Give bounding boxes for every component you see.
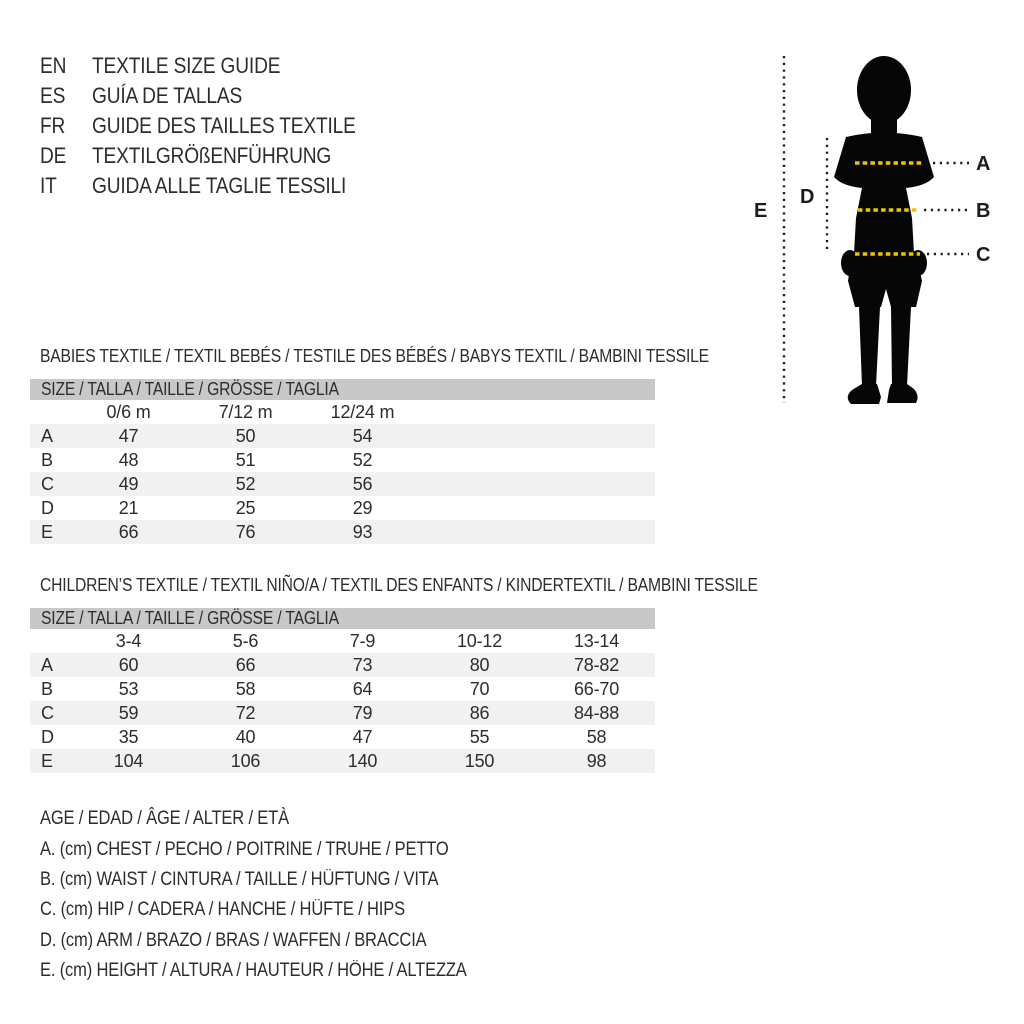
measure-label-a: A <box>976 153 991 175</box>
cell-value: 49 <box>118 473 139 494</box>
children-row-a <box>30 653 655 677</box>
language-code <box>40 143 92 169</box>
row-label: E <box>41 521 53 542</box>
language-code-text: EN <box>40 53 67 78</box>
language-code <box>40 113 92 139</box>
cell-value: 78-82 <box>573 654 620 675</box>
measurement-legend <box>40 804 530 986</box>
cell-value: 47 <box>352 726 373 747</box>
cell-value: 98 <box>586 750 607 771</box>
babies-row-b <box>30 448 655 472</box>
language-title-list <box>40 51 395 201</box>
cell-value: 47 <box>118 425 139 446</box>
column-header: 10-12 <box>456 630 503 651</box>
child-silhouette <box>834 56 934 404</box>
language-title <box>92 143 367 169</box>
row-label: C <box>41 473 54 494</box>
column-header: 3-4 <box>115 630 142 651</box>
cell-value: 29 <box>352 497 373 518</box>
legend-line-height <box>40 956 530 986</box>
cell-value: 150 <box>464 750 495 771</box>
row-label: E <box>41 750 53 771</box>
language-title-text: GUIDA ALLE TAGLIE TESSILI <box>92 173 347 198</box>
children-row-e <box>30 749 655 773</box>
babies-row-e <box>30 520 655 544</box>
children-size-table <box>30 608 655 773</box>
cell-value: 76 <box>235 521 256 542</box>
column-header: 5-6 <box>232 630 259 651</box>
language-title <box>92 53 308 79</box>
cell-value: 55 <box>469 726 490 747</box>
measure-label-b: B <box>976 200 991 222</box>
cell-value: 66 <box>235 654 256 675</box>
cell-value: 56 <box>352 473 373 494</box>
cell-value: 80 <box>469 654 490 675</box>
children-row-b <box>30 677 655 701</box>
cell-value: 53 <box>118 678 139 699</box>
row-label: B <box>41 449 53 470</box>
cell-value: 72 <box>235 702 256 723</box>
cell-value: 73 <box>352 654 373 675</box>
children-section-title-text: CHILDREN’S TEXTILE / TEXTIL NIÑO/A / TEXTIL DES ENFANTS / KINDERTEXTIL / BAMBINI TESSILE <box>40 575 758 595</box>
language-code-text: FR <box>40 113 66 138</box>
children-row-d <box>30 725 655 749</box>
row-label: A <box>41 654 53 675</box>
babies-section-title <box>40 346 809 367</box>
language-title <box>92 83 264 109</box>
language-title-text: GUIDE DES TAILLES TEXTILE <box>92 113 356 138</box>
legend-text: AGE / EDAD / ÂGE / ALTER / ETÀ <box>40 808 289 830</box>
legend-line-arm <box>40 926 530 956</box>
cell-value: 84-88 <box>573 702 620 723</box>
cell-value: 50 <box>235 425 256 446</box>
language-title-text: GUÍA DE TALLAS <box>92 83 243 108</box>
language-code-text: DE <box>40 143 67 168</box>
legend-line-age <box>40 804 530 834</box>
cell-value: 59 <box>118 702 139 723</box>
legend-text: E. (cm) HEIGHT / ALTURA / HAUTEUR / HÖHE / ALTEZZA <box>40 960 467 982</box>
cell-value: 52 <box>352 449 373 470</box>
cell-value: 48 <box>118 449 139 470</box>
column-header: 12/24 m <box>330 401 395 422</box>
row-label: C <box>41 702 54 723</box>
children-row-c <box>30 701 655 725</box>
row-label: B <box>41 678 53 699</box>
babies-row-a <box>30 424 655 448</box>
language-row-es <box>40 81 395 111</box>
row-label: D <box>41 726 54 747</box>
cell-value: 52 <box>235 473 256 494</box>
cell-value: 40 <box>235 726 256 747</box>
measure-label-d: D <box>800 186 815 208</box>
cell-value: 54 <box>352 425 373 446</box>
language-row-fr <box>40 111 395 141</box>
language-code <box>40 83 92 109</box>
cell-value: 93 <box>352 521 373 542</box>
legend-text: B. (cm) WAIST / CINTURA / TAILLE / HÜFTUNG / VITA <box>40 868 439 890</box>
cell-value: 64 <box>352 678 373 699</box>
column-header: 7/12 m <box>218 401 273 422</box>
cell-value: 25 <box>235 497 256 518</box>
cell-value: 21 <box>118 497 139 518</box>
cell-value: 51 <box>235 449 256 470</box>
language-row-en <box>40 51 395 81</box>
children-section-title <box>40 575 865 596</box>
cell-value: 66 <box>118 521 139 542</box>
legend-line-chest <box>40 834 530 864</box>
cell-value: 86 <box>469 702 490 723</box>
cell-value: 106 <box>230 750 261 771</box>
measure-label-e: E <box>754 200 768 222</box>
language-code-text: ES <box>40 83 66 108</box>
row-label: A <box>41 425 53 446</box>
babies-size-table <box>30 379 655 544</box>
cell-value: 104 <box>113 750 144 771</box>
babies-row-c <box>30 472 655 496</box>
language-row-de <box>40 141 395 171</box>
language-code-text: IT <box>40 173 57 198</box>
cell-value: 70 <box>469 678 490 699</box>
cell-value: 35 <box>118 726 139 747</box>
column-header: 0/6 m <box>106 401 151 422</box>
row-label: D <box>41 497 54 518</box>
language-title <box>92 173 384 199</box>
cell-value: 66-70 <box>573 678 620 699</box>
language-title <box>92 113 395 139</box>
cell-value: 58 <box>586 726 607 747</box>
size-header-text: SIZE / TALLA / TAILLE / GRÖSSE / TAGLIA <box>41 379 339 399</box>
babies-row-d <box>30 496 655 520</box>
cell-value: 140 <box>347 750 378 771</box>
legend-line-hip <box>40 895 530 925</box>
cell-value: 58 <box>235 678 256 699</box>
babies-table-header-bar <box>30 379 655 400</box>
language-title-text: TEXTILGRÖßENFÜHRUNG <box>92 143 332 168</box>
children-table-header-bar <box>30 608 655 629</box>
legend-text: C. (cm) HIP / CADERA / HANCHE / HÜFTE / HIPS <box>40 899 405 921</box>
legend-text: A. (cm) CHEST / PECHO / POITRINE / TRUHE / PETTO <box>40 838 449 860</box>
column-header: 7-9 <box>349 630 376 651</box>
size-header-text: SIZE / TALLA / TAILLE / GRÖSSE / TAGLIA <box>41 608 339 628</box>
measure-label-c: C <box>976 244 991 266</box>
language-code <box>40 173 92 199</box>
language-code <box>40 53 92 79</box>
language-row-it <box>40 171 395 201</box>
cell-value: 60 <box>118 654 139 675</box>
children-column-headers <box>30 629 655 653</box>
language-title-text: TEXTILE SIZE GUIDE <box>92 53 281 78</box>
legend-text: D. (cm) ARM / BRAZO / BRAS / WAFFEN / BRACCIA <box>40 929 427 951</box>
babies-section-title-text: BABIES TEXTILE / TEXTIL BEBÉS / TESTILE DES BÉBÉS / BABYS TEXTIL / BAMBINI TESSILE <box>40 346 709 366</box>
legend-line-waist <box>40 865 530 895</box>
babies-column-headers <box>30 400 655 424</box>
cell-value: 79 <box>352 702 373 723</box>
column-header: 13-14 <box>573 630 620 651</box>
